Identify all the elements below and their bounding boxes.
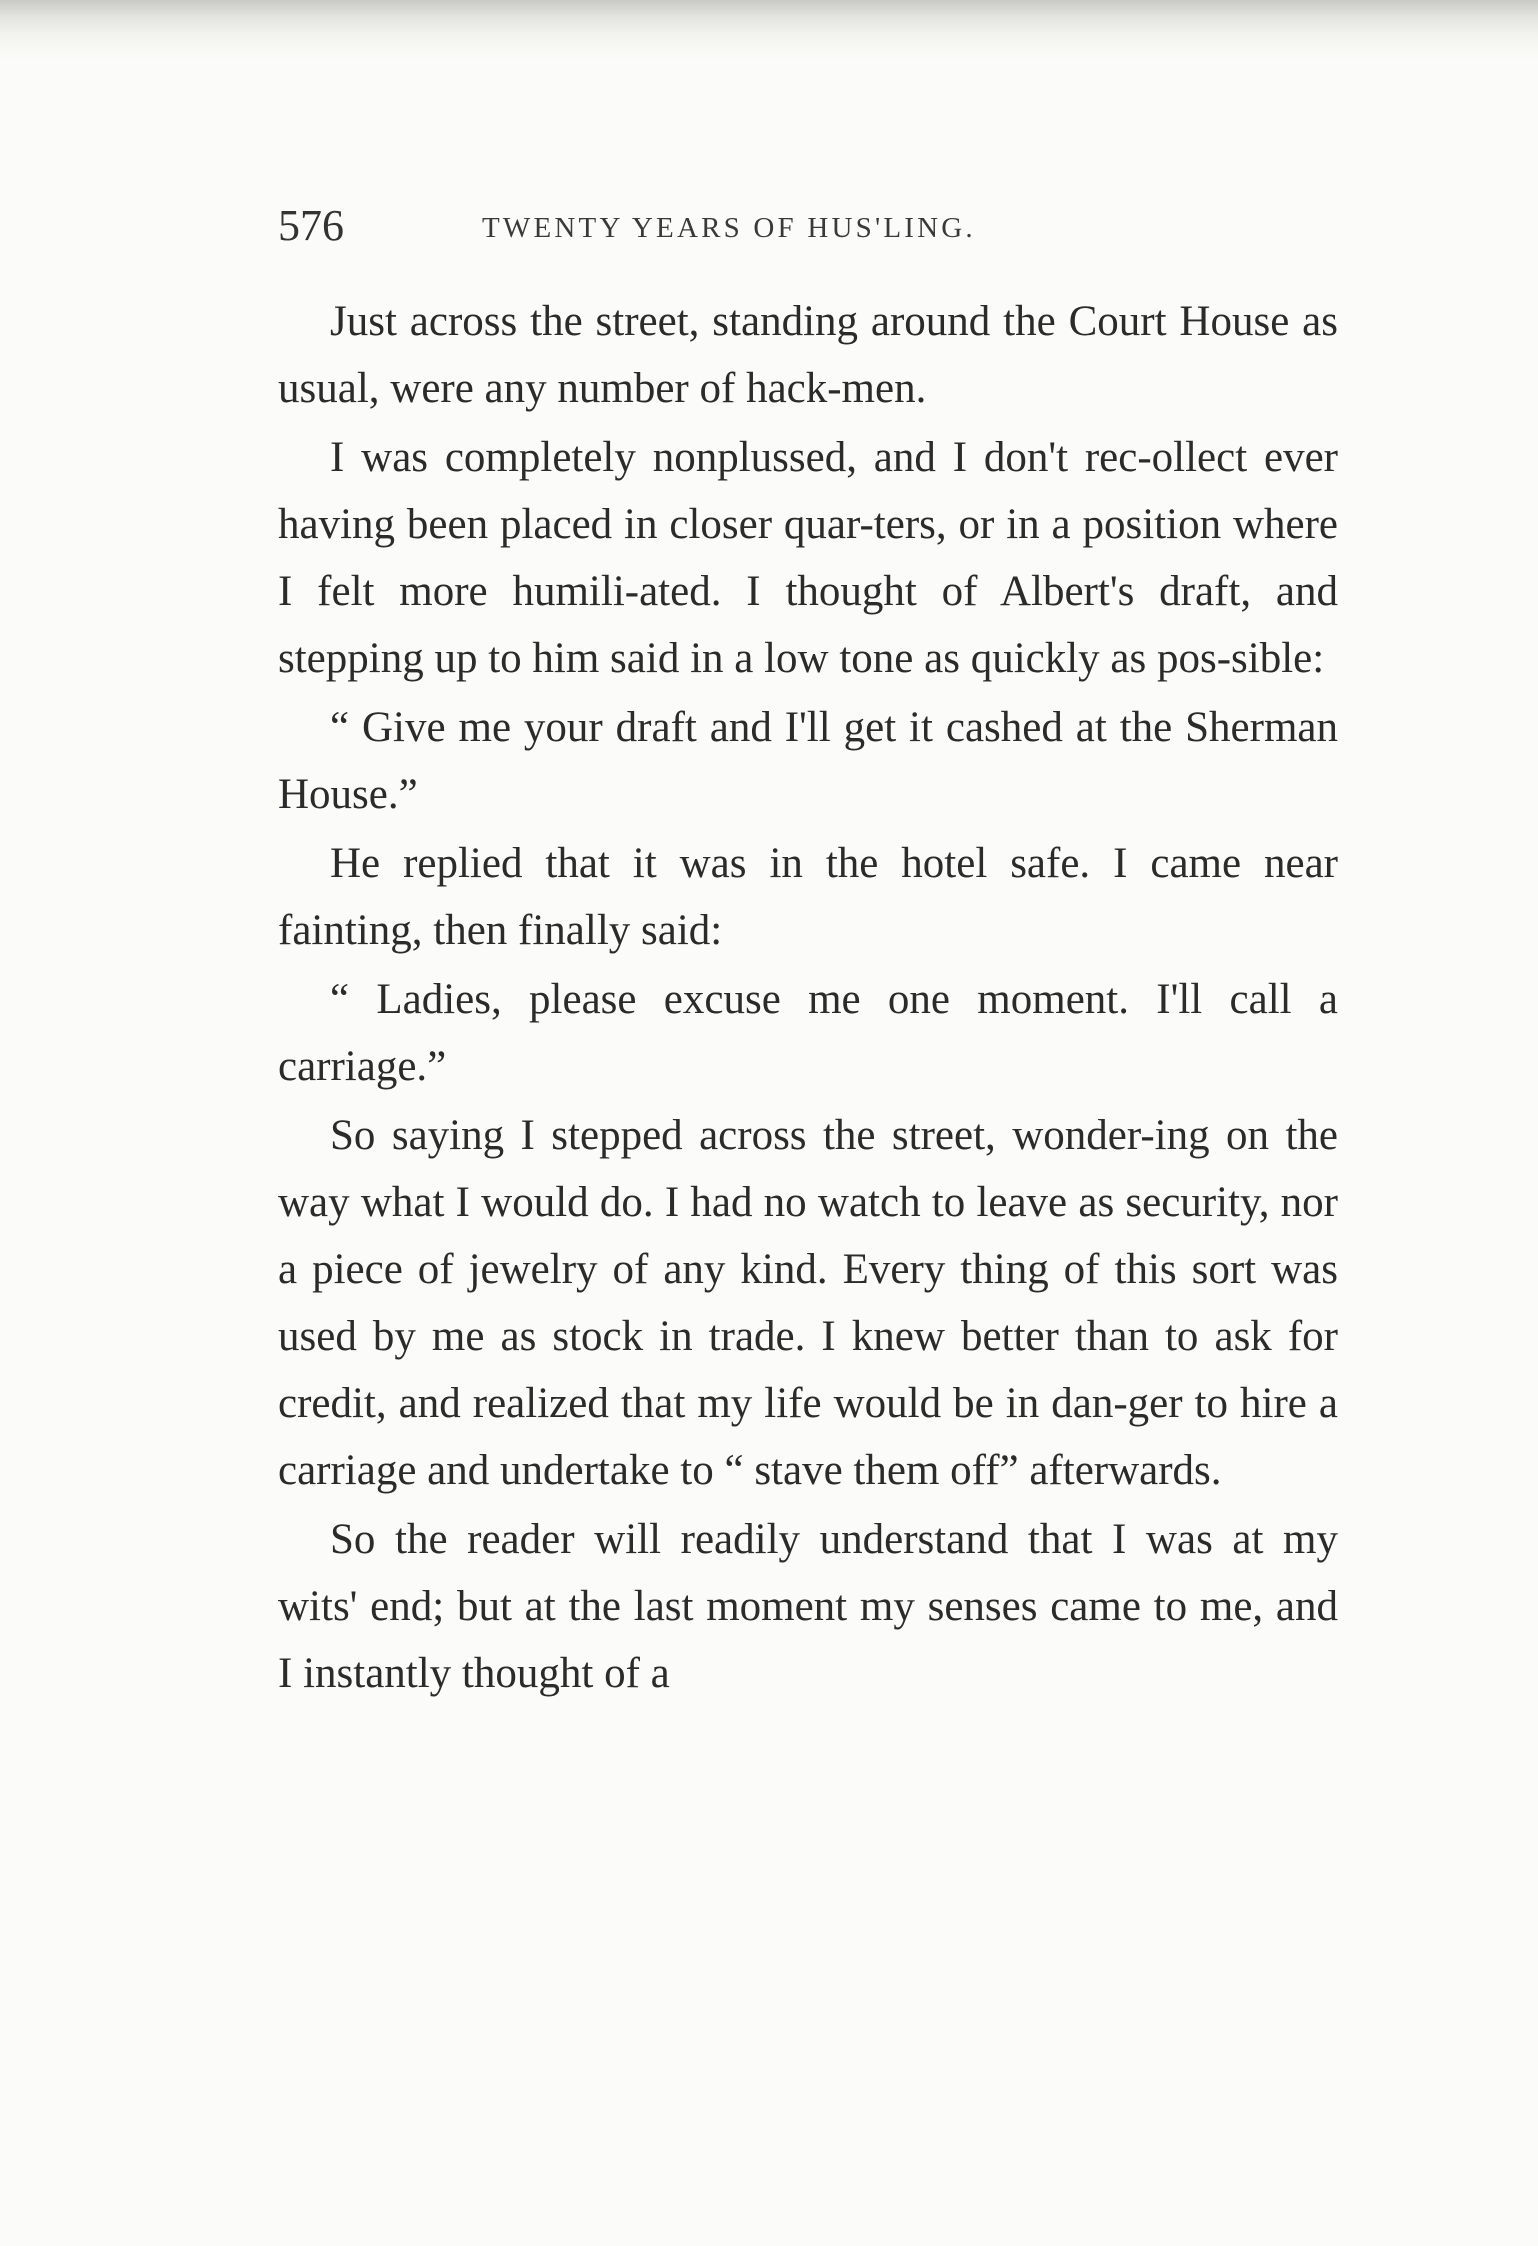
paragraph: “ Ladies, please excuse me one moment. I'll call a carriage.”: [278, 976, 1338, 1090]
paragraph: He replied that it was in the hotel safe. I came near fainting, then finally said:: [278, 840, 1338, 954]
book-page: [278, 198, 1338, 1709]
page-header: [278, 198, 1338, 258]
paragraph: So saying I stepped across the street, wonder-ing on the way what I would do. I had no watch to leave as security, nor a piece of jewelry of any kind. Every thing of this sort was used by me as stock in trade. I knew better than to ask for credit, and realized that my life would be in dan-ger to hire a carriage and undertake to “ stave them off” afterwards.: [278, 1112, 1338, 1494]
paragraph: Just across the street, standing around the Court House as usual, were any number of hack-men.: [278, 298, 1338, 412]
running-head: TWENTY YEARS OF HUS'LING.: [482, 212, 976, 244]
scan-top-edge: [0, 0, 1538, 70]
page-number: 576: [278, 201, 344, 250]
page-body: [278, 288, 1338, 1707]
paragraph: So the reader will readily understand that I was at my wits' end; but at the last moment my senses came to me, and I instantly thought of a: [278, 1516, 1338, 1697]
paragraph: “ Give me your draft and I'll get it cashed at the Sherman House.”: [278, 704, 1338, 818]
paragraph: I was completely nonplussed, and I don't rec-ollect ever having been placed in closer quar-ters, or in a position where I felt more humili-ated. I thought of Albert's draft, and stepping up to him said in a low tone as quickly as pos-sible:: [278, 434, 1338, 682]
